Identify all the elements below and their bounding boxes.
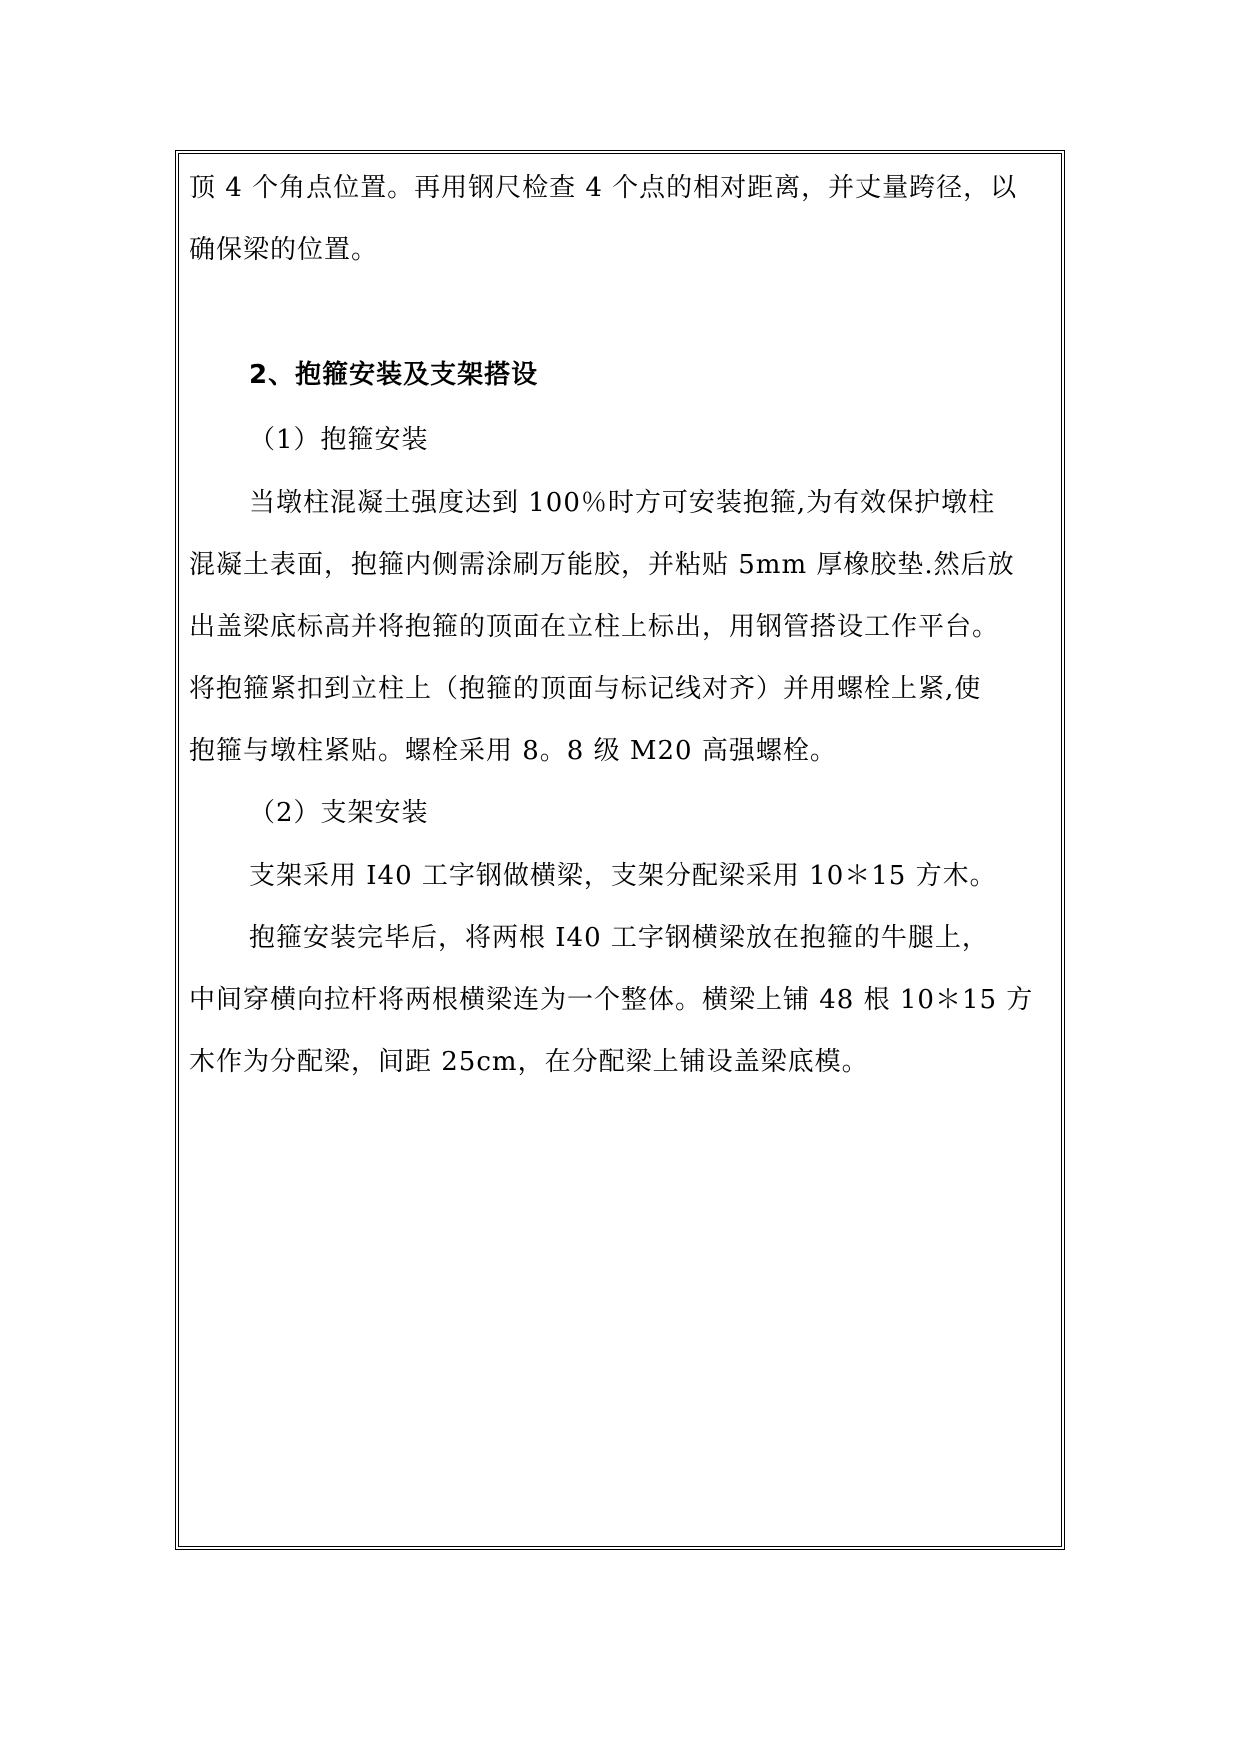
paragraph-line: 确保梁的位置。 (189, 235, 379, 265)
paragraph-line: 出盖梁底标高并将抱箍的顶面在立柱上标出，用钢管搭设工作平台。 (189, 612, 1000, 642)
paragraph-line: 当墩柱混凝土强度达到 100％时方可安装抱箍,为有效保护墩柱 (249, 488, 996, 518)
paragraph-line: 支架采用 I40 工字钢做横梁，支架分配梁采用 10＊15 方木。 (249, 861, 997, 891)
subsection-heading: （1）抱箍安装 (249, 425, 429, 455)
paragraph-line: 中间穿横向拉杆将两根横梁连为一个整体。横梁上铺 48 根 10＊15 方 (189, 985, 1034, 1015)
section-heading: 2、抱箍安装及支架搭设 (249, 360, 539, 390)
paragraph-line: 抱箍与墩柱紧贴。螺栓采用 8。8 级 M20 高强螺栓。 (189, 736, 837, 766)
paragraph-line: 混凝土表面，抱箍内侧需涂刷万能胶，并粘贴 5mm 厚橡胶垫.然后放 (189, 550, 1015, 580)
paragraph-line: 将抱箍紧扣到立柱上（抱箍的顶面与标记线对齐）并用螺栓上紧,使 (189, 674, 982, 704)
paragraph-line: 木作为分配梁，间距 25cm，在分配梁上铺设盖梁底模。 (189, 1047, 869, 1077)
paragraph-line: 顶 4 个角点位置。再用钢尺检查 4 个点的相对距离，并丈量跨径，以 (189, 173, 1018, 203)
paragraph-line: 抱箍安装完毕后，将两根 I40 工字钢横梁放在抱箍的牛腿上， (249, 923, 989, 953)
subsection-heading: （2）支架安装 (249, 798, 429, 828)
